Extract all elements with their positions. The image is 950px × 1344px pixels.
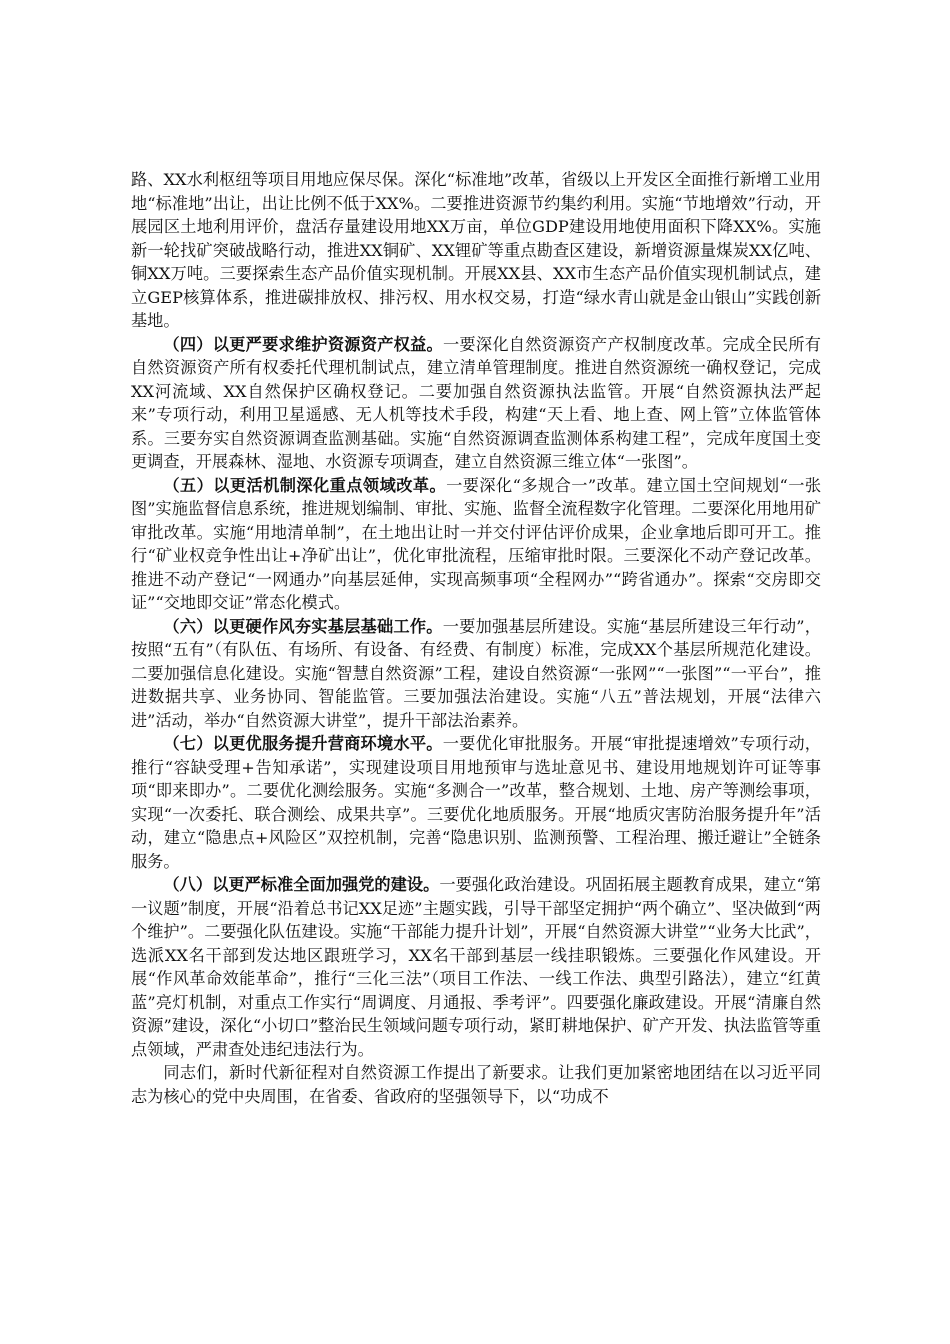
paragraph-body: 同志们，新时代新征程对自然资源工作提出了新要求。让我们更加紧密地团结在以习近平同志为核心的党中央周围，在省委、省政府的坚强领导下，以“功成不	[131, 1063, 821, 1106]
paragraph-body: 一要深化“多规合一”改革。建立国土空间规划“一张图”实施监督信息系统，推进规划编制、审批、实施、监督全流程数字化管理。二要深化用地用矿审批改革。实施“用地清单制”，在土地出让时一并交付评估评价成果，企业拿地后即可开工。推行“矿业权竞争性出让+净矿出让”，优化审批流程，压缩审批时限。三要深化不动产登记改革。推进不动产登记“一网通办”向基层延伸，实现高频事项“全程网办”“跨省通办”。探索“交房即交证”“交地即交证”常态化模式。	[131, 475, 822, 612]
paragraph-continuation	[131, 168, 821, 333]
document-body	[131, 168, 821, 1108]
paragraph-body: 一要强化政治建设。巩固拓展主题教育成果，建立“第一议题”制度，开展“沿着总书记XX足迹”主题实践，引导干部坚定拥护“两个确立”、坚决做到“两个维护”。二要强化队伍建设。实施“干部能力提升计划”，开展“自然资源大讲堂”“业务大比武”，选派XX名干部到发达地区跟班学习，XX名干部到基层一线挂职锻炼。三要强化作风建设。开展“作风革命效能革命”，推行“三化三法”（项目工作法、一线工作法、典型引路法），建立“红黄蓝”亮灯机制，对重点工作实行“周调度、月通报、季考评”。四要强化廉政建设。开展“清廉自然资源”建设，深化“小切口”整治民生领域问题专项行动，紧盯耕地保护、矿产开发、执法监管等重点领域，严肃查处违纪违法行为。	[131, 875, 821, 1059]
paragraph-body: 一要加强基层所建设。实施“基层所建设三年行动”，按照“五有”（有队伍、有场所、有设备、有经费、有制度）标准，完成XX个基层所规范化建设。二要加强信息化建设。实施“智慧自然资源”工程，建设自然资源“一张网”“一张图”“一平台”，推进数据共享、业务协同、智能监管。三要加强法治建设。实施“八五”普法规划，开展“法律六进”活动，举办“自然资源大讲堂”，提升干部法治素养。	[131, 616, 821, 730]
paragraph-body: 一要深化自然资源资产产权制度改革。完成全民所有自然资源资产所有权委托代理机制试点，建立清单管理制度。推进自然资源统一确权登记，完成XX河流域、XX自然保护区确权登记。二要加强自然资源执法监管。开展“自然资源执法严起来”专项行动，利用卫星遥感、无人机等技术手段，构建“天上看、地上查、网上管”立体监管体系。三要夯实自然资源调查监测基础。实施“自然资源调查监测体系构建工程”，完成年度国土变更调查，开展森林、湿地、水资源专项调查，建立自然资源三维立体“一张图”。	[131, 334, 821, 471]
section-heading: （七）以更优服务提升营商环境水平。	[163, 734, 443, 753]
paragraph-section-4	[131, 333, 821, 474]
paragraph-section-7	[131, 732, 821, 873]
section-heading: （八）以更严标准全面加强党的建设。	[163, 875, 440, 894]
paragraph-section-5	[131, 474, 821, 615]
section-heading: （五）以更活机制深化重点领域改革。	[163, 475, 447, 495]
paragraph-body: 一要优化审批服务。开展“审批提速增效”专项行动，推行“容缺受理+告知承诺”，实现建设项目用地预审与选址意见书、建设用地规划许可证等事项“即来即办”。二要优化测绘服务。实施“多测合一”改革，整合规划、土地、房产等测绘事项，实现“一次委托、联合测绘、成果共享”。三要优化地质服务。开展“地质灾害防治服务提升年”活动，建立“隐患点+风险区”双控机制，完善“隐患识别、监测预警、工程治理、搬迁避让”全链条服务。	[131, 734, 821, 871]
paragraph-body: 路、XX水利枢纽等项目用地应保尽保。深化“标准地”改革，省级以上开发区全面推行新增工业用地“标准地”出让，出让比例不低于XX%。二要推进资源节约集约利用。实施“节地增效”行动，开展园区土地利用评价，盘活存量建设用地XX万亩，单位GDP建设用地使用面积下降XX%。实施新一轮找矿突破战略行动，推进XX铜矿、XX锂矿等重点勘查区建设，新增资源量煤炭XX亿吨、铜XX万吨。三要探索生态产品价值实现机制。开展XX县、XX市生态产品价值实现机制试点，建立GEP核算体系，推进碳排放权、排污权、用水权交易，打造“绿水青山就是金山银山”实践创新基地。	[131, 170, 821, 330]
paragraph-section-6	[131, 615, 821, 733]
section-heading: （六）以更硬作风夯实基层基础工作。	[163, 616, 443, 636]
paragraph-closing	[131, 1061, 821, 1108]
section-heading: （四）以更严要求维护资源资产权益。	[163, 334, 443, 354]
paragraph-section-8	[131, 873, 821, 1061]
